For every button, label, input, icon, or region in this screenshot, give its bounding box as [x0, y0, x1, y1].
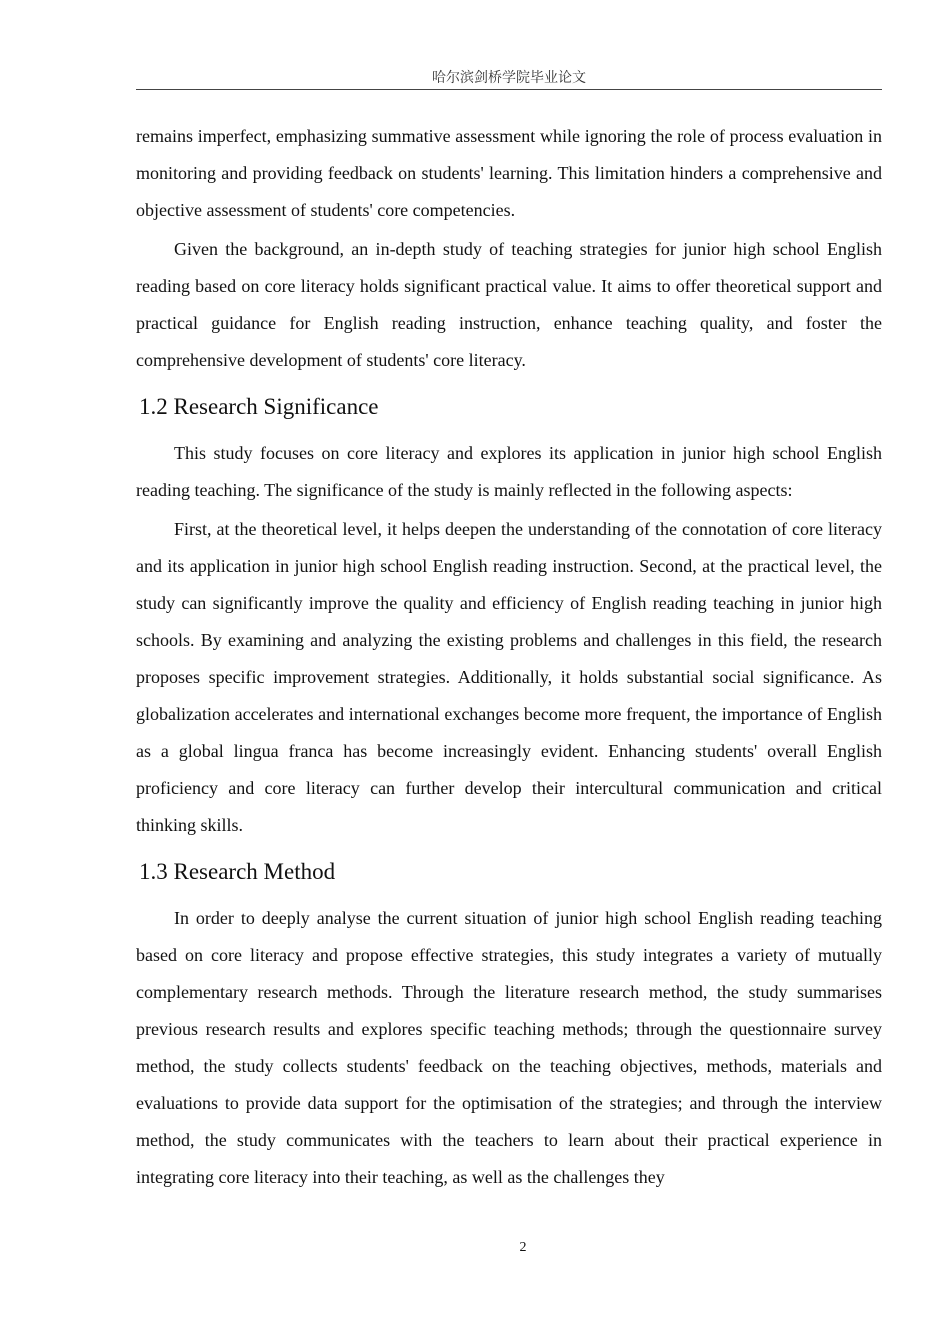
paragraph-continuation: remains imperfect, emphasizing summative assessment while ignoring the role of process evaluation in monitoring and providing feedback on students' learning. This limitation hinders a comprehensive and objective assessment of students' core competencies. — [136, 126, 882, 220]
page-number: 2 — [519, 1240, 527, 1255]
page-body — [136, 118, 882, 1198]
header-rule — [136, 89, 882, 90]
paragraph-significance-levels: First, at the theoretical level, it helps deepen the understanding of the connotation of core literacy and its application in junior high school English reading instruction. Second, at the practical level, the study can significantly improve the quality and efficiency of English reading teaching in junior high schools. By examining and analyzing the existing problems and challenges in this field, the research proposes specific improvement strategies. Additionally, it holds substantial social significance. As globalization accelerates and international exchanges become more frequent, the importance of English as a global lingua franca has become increasingly evident. Enhancing students' overall English proficiency and core literacy can further develop their intercultural communication and critical thinking skills. — [136, 519, 882, 835]
paragraph-research-method: In order to deeply analyse the current situation of junior high school English reading teaching based on core literacy and propose effective strategies, this study integrates a variety of mutually complementary research methods. Through the literature research method, the study summarises previous research results and explores specific teaching methods; through the questionnaire survey method, the study collects students' feedback on the teaching objectives, methods, materials and evaluations to provide data support for the optimisation of the strategies; and through the interview method, the study communicates with the teachers to learn about their practical experience in integrating core literacy into their teaching, as well as the challenges they — [136, 908, 882, 1187]
paragraph-significance-intro: This study focuses on core literacy and explores its application in junior high school English reading teaching. The significance of the study is mainly reflected in the following aspects: — [136, 443, 882, 500]
paragraph-background: Given the background, an in-depth study of teaching strategies for junior high school English reading based on core literacy holds significant practical value. It aims to offer theoretical support and practical guidance for English reading instruction, enhance teaching quality, and foster the comprehensive development of students' core literacy. — [136, 239, 882, 370]
section-heading-research-significance: 1.2 Research Significance — [139, 394, 379, 419]
section-heading-research-method: 1.3 Research Method — [139, 859, 336, 884]
running-header: 哈尔滨剑桥学院毕业论文 — [432, 70, 586, 86]
